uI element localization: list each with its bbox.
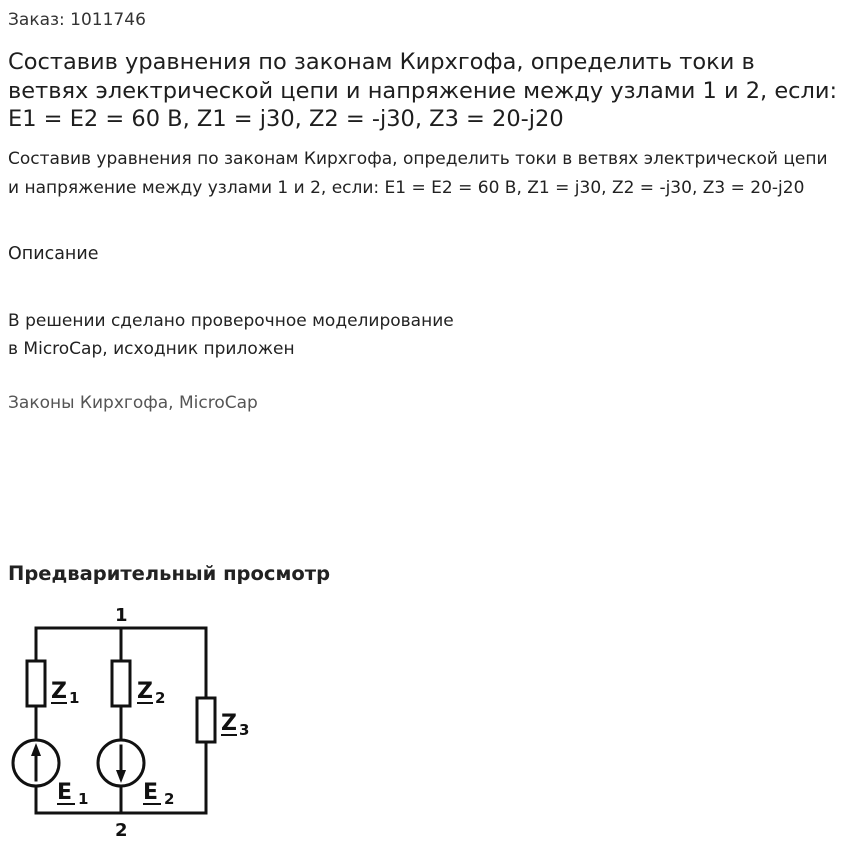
z3-label: Z xyxy=(221,711,237,736)
e1-label: E xyxy=(57,780,73,805)
z3-resistor xyxy=(197,698,215,742)
tags: Законы Кирхгофа, MicroCap xyxy=(8,393,258,413)
z3-subscript: 3 xyxy=(239,721,250,739)
e1-arrow-up-icon xyxy=(31,743,41,756)
description-heading: Описание xyxy=(8,244,99,264)
node-1-label: 1 xyxy=(115,605,128,626)
e2-label: E xyxy=(143,780,159,805)
z2-subscript: 2 xyxy=(155,689,166,707)
page-title: Составив уравнения по законам Кирхгофа, определить токи в ветвях электрической цепи и напряжение между узлами 1 и 2, если: E1 = E2 = 60 В, Z1 = j30, Z2 = -j30, Z3 = 20-j20 xyxy=(8,49,838,132)
solution-line: В решении сделано проверочное моделирование xyxy=(8,311,454,331)
circuit-preview-image xyxy=(0,596,270,846)
order-number: Заказ: 1011746 xyxy=(8,10,146,30)
z1-subscript: 1 xyxy=(69,689,80,707)
node-2-label: 2 xyxy=(115,820,128,841)
preview-heading: Предварительный просмотр xyxy=(8,562,331,585)
z1-resistor xyxy=(27,661,45,706)
e2-subscript: 2 xyxy=(164,790,175,808)
e1-subscript: 1 xyxy=(78,790,89,808)
solution-note xyxy=(8,307,568,363)
z2-resistor xyxy=(112,661,130,706)
circuit-diagram xyxy=(0,596,270,846)
z1-label: Z xyxy=(51,679,67,704)
z2-label: Z xyxy=(137,679,153,704)
e2-arrow-down-icon xyxy=(116,770,126,783)
solution-line: в MicroCap, исходник приложен xyxy=(8,339,295,359)
task-description: Составив уравнения по законам Кирхгофа, определить токи в ветвях электрической цепи и напряжение между узлами 1 и 2, если: E1 = E2 = 60 В, Z1 = j30, Z2 = -j30, Z3 = 20-j20 xyxy=(8,149,828,198)
